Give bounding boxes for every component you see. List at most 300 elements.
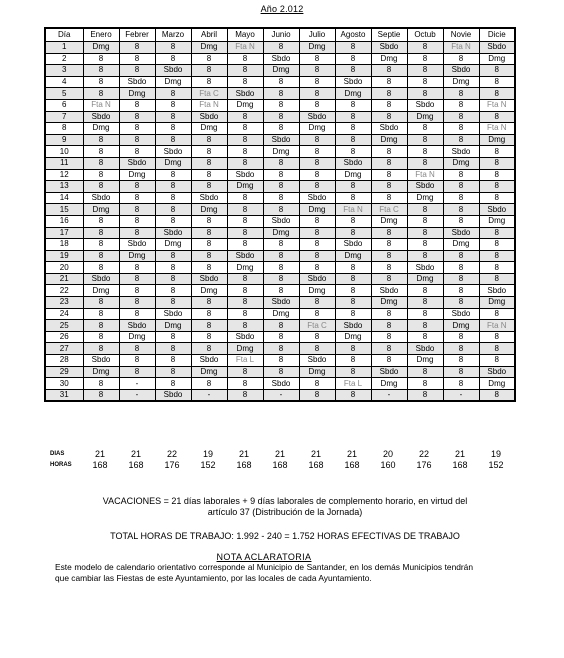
day-cell: 8 bbox=[299, 331, 335, 343]
day-cell: 8 bbox=[443, 285, 479, 297]
day-cell: 8 bbox=[227, 320, 263, 332]
day-cell: 8 bbox=[479, 239, 515, 251]
day-number: 16 bbox=[45, 215, 83, 227]
day-cell: 8 bbox=[155, 192, 191, 204]
day-cell: 8 bbox=[191, 331, 227, 343]
day-cell: Dmg bbox=[335, 250, 371, 262]
day-cell: 8 bbox=[119, 227, 155, 239]
day-cell: 8 bbox=[443, 378, 479, 390]
day-cell: 8 bbox=[155, 297, 191, 309]
calendar-table bbox=[44, 27, 516, 402]
day-cell: 8 bbox=[227, 285, 263, 297]
table-row bbox=[45, 76, 515, 88]
day-number: 10 bbox=[45, 146, 83, 158]
day-cell: 8 bbox=[371, 355, 407, 367]
day-cell: 8 bbox=[119, 134, 155, 146]
day-cell: - bbox=[371, 389, 407, 401]
day-cell: Dmg bbox=[119, 88, 155, 100]
day-cell: Sbdo bbox=[227, 88, 263, 100]
horas-value: 168 bbox=[92, 460, 108, 470]
day-number: 21 bbox=[45, 273, 83, 285]
dias-value: 21 bbox=[310, 449, 321, 459]
day-cell: 8 bbox=[83, 227, 119, 239]
table-row bbox=[45, 331, 515, 343]
day-cell: 8 bbox=[299, 378, 335, 390]
day-cell: 8 bbox=[191, 53, 227, 65]
day-cell: 8 bbox=[227, 366, 263, 378]
header-month: Abril bbox=[191, 28, 227, 42]
table-row bbox=[45, 389, 515, 401]
day-cell: 8 bbox=[263, 355, 299, 367]
day-cell: Dmg bbox=[227, 343, 263, 355]
day-cell: Dmg bbox=[227, 181, 263, 193]
day-cell: Dmg bbox=[443, 239, 479, 251]
day-cell: 8 bbox=[335, 123, 371, 135]
day-cell: Sbdo bbox=[191, 273, 227, 285]
day-cell: Sbdo bbox=[443, 146, 479, 158]
day-cell: 8 bbox=[227, 204, 263, 216]
day-cell: Dmg bbox=[443, 320, 479, 332]
day-cell: 8 bbox=[119, 146, 155, 158]
day-cell: Sbdo bbox=[407, 343, 443, 355]
day-cell: 8 bbox=[299, 262, 335, 274]
table-row bbox=[45, 134, 515, 146]
header-month: Febrer bbox=[119, 28, 155, 42]
day-cell: Sbdo bbox=[227, 331, 263, 343]
horas-label: HORAS bbox=[50, 462, 72, 468]
dias-value: 21 bbox=[454, 449, 465, 459]
day-cell: 8 bbox=[119, 53, 155, 65]
day-cell: 8 bbox=[407, 250, 443, 262]
day-cell: 8 bbox=[263, 99, 299, 111]
day-cell: 8 bbox=[119, 123, 155, 135]
day-cell: 8 bbox=[371, 169, 407, 181]
day-cell: Dmg bbox=[83, 204, 119, 216]
day-cell: Fta N bbox=[335, 204, 371, 216]
day-cell: 8 bbox=[227, 308, 263, 320]
header-month: Dicie bbox=[479, 28, 515, 42]
day-cell: Dmg bbox=[155, 76, 191, 88]
day-cell: Dmg bbox=[371, 215, 407, 227]
day-cell: 8 bbox=[155, 343, 191, 355]
day-cell: 8 bbox=[263, 42, 299, 54]
day-cell: Dmg bbox=[335, 169, 371, 181]
table-row bbox=[45, 88, 515, 100]
day-cell: 8 bbox=[479, 389, 515, 401]
horas-row bbox=[44, 460, 514, 471]
day-cell: 8 bbox=[155, 111, 191, 123]
day-cell: 8 bbox=[371, 99, 407, 111]
day-cell: Sbdo bbox=[479, 42, 515, 54]
day-cell: Sbdo bbox=[83, 273, 119, 285]
day-cell: 8 bbox=[443, 366, 479, 378]
day-cell: 8 bbox=[299, 53, 335, 65]
day-cell: 8 bbox=[263, 111, 299, 123]
table-row bbox=[45, 262, 515, 274]
day-cell: Sbdo bbox=[443, 65, 479, 77]
day-cell: 8 bbox=[263, 88, 299, 100]
day-cell: 8 bbox=[227, 378, 263, 390]
table-row bbox=[45, 181, 515, 193]
day-cell: Sbdo bbox=[263, 134, 299, 146]
table-row bbox=[45, 99, 515, 111]
day-cell: Dmg bbox=[191, 204, 227, 216]
day-number: 25 bbox=[45, 320, 83, 332]
day-cell: 8 bbox=[443, 355, 479, 367]
day-cell: Fta C bbox=[299, 320, 335, 332]
day-cell: 8 bbox=[443, 111, 479, 123]
day-number: 28 bbox=[45, 355, 83, 367]
horas-value: 168 bbox=[272, 460, 288, 470]
day-cell: 8 bbox=[371, 157, 407, 169]
day-cell: 8 bbox=[155, 204, 191, 216]
day-cell: 8 bbox=[263, 239, 299, 251]
day-cell: 8 bbox=[371, 181, 407, 193]
day-cell: 8 bbox=[191, 343, 227, 355]
day-cell: Sbdo bbox=[263, 378, 299, 390]
day-cell: 8 bbox=[479, 146, 515, 158]
day-cell: Dmg bbox=[83, 285, 119, 297]
day-cell: 8 bbox=[407, 65, 443, 77]
header-month: Septie bbox=[371, 28, 407, 42]
day-cell: Sbdo bbox=[263, 297, 299, 309]
day-cell: 8 bbox=[299, 99, 335, 111]
day-cell: 8 bbox=[191, 378, 227, 390]
day-cell: 8 bbox=[227, 134, 263, 146]
day-cell: 8 bbox=[119, 215, 155, 227]
table-row bbox=[45, 227, 515, 239]
day-cell: Sbdo bbox=[479, 366, 515, 378]
day-cell: 8 bbox=[119, 65, 155, 77]
horas-value: 152 bbox=[200, 460, 216, 470]
day-cell: 8 bbox=[155, 285, 191, 297]
day-cell: 8 bbox=[299, 181, 335, 193]
totals-table bbox=[44, 449, 514, 471]
day-cell: 8 bbox=[407, 227, 443, 239]
day-cell: 8 bbox=[335, 146, 371, 158]
day-cell: Sbdo bbox=[299, 111, 335, 123]
day-cell: 8 bbox=[227, 273, 263, 285]
table-row bbox=[45, 273, 515, 285]
day-cell: 8 bbox=[299, 389, 335, 401]
day-cell: Dmg bbox=[83, 42, 119, 54]
table-row bbox=[45, 215, 515, 227]
day-cell: Fta L bbox=[335, 378, 371, 390]
day-cell: 8 bbox=[191, 157, 227, 169]
dias-value: 19 bbox=[202, 449, 213, 459]
horas-value: 152 bbox=[488, 460, 504, 470]
day-cell: Fta C bbox=[191, 88, 227, 100]
table-row bbox=[45, 157, 515, 169]
day-cell: Dmg bbox=[119, 169, 155, 181]
day-cell: 8 bbox=[443, 215, 479, 227]
day-cell: 8 bbox=[443, 53, 479, 65]
day-cell: Dmg bbox=[443, 157, 479, 169]
day-number: 18 bbox=[45, 239, 83, 251]
day-cell: 8 bbox=[443, 262, 479, 274]
dias-value: 22 bbox=[166, 449, 177, 459]
day-cell: Sbdo bbox=[263, 53, 299, 65]
dias-value: 19 bbox=[490, 449, 501, 459]
day-cell: 8 bbox=[191, 146, 227, 158]
day-cell: 8 bbox=[119, 42, 155, 54]
day-cell: Dmg bbox=[263, 146, 299, 158]
day-cell: 8 bbox=[335, 366, 371, 378]
day-cell: Dmg bbox=[407, 355, 443, 367]
day-cell: Dmg bbox=[479, 297, 515, 309]
day-cell: - bbox=[263, 389, 299, 401]
day-cell: 8 bbox=[479, 355, 515, 367]
day-cell: 8 bbox=[263, 123, 299, 135]
day-cell: 8 bbox=[407, 378, 443, 390]
day-cell: 8 bbox=[371, 250, 407, 262]
day-cell: 8 bbox=[263, 157, 299, 169]
day-cell: Sbdo bbox=[335, 320, 371, 332]
day-cell: 8 bbox=[335, 53, 371, 65]
day-number: 15 bbox=[45, 204, 83, 216]
day-cell: 8 bbox=[155, 262, 191, 274]
day-cell: Dmg bbox=[191, 366, 227, 378]
header-month: Octub bbox=[407, 28, 443, 42]
day-cell: 8 bbox=[119, 262, 155, 274]
day-cell: Sbdo bbox=[155, 146, 191, 158]
day-cell: Dmg bbox=[371, 53, 407, 65]
dias-value: 21 bbox=[238, 449, 249, 459]
day-cell: 8 bbox=[299, 134, 335, 146]
day-number: 5 bbox=[45, 88, 83, 100]
day-cell: Dmg bbox=[479, 53, 515, 65]
day-number: 26 bbox=[45, 331, 83, 343]
day-cell: 8 bbox=[443, 273, 479, 285]
day-cell: Sbdo bbox=[227, 169, 263, 181]
table-row bbox=[45, 320, 515, 332]
day-cell: 8 bbox=[407, 53, 443, 65]
day-cell: 8 bbox=[479, 65, 515, 77]
day-cell: Sbdo bbox=[407, 99, 443, 111]
table-row bbox=[45, 366, 515, 378]
day-cell: Sbdo bbox=[155, 65, 191, 77]
table-row bbox=[45, 146, 515, 158]
day-cell: Sbdo bbox=[155, 308, 191, 320]
table-row bbox=[45, 297, 515, 309]
note-body: Este modelo de calendario orientativo corresponde al Municipio de Santander, en los demás Municipios tendrán que cambiar las Fiestas de este Ayuntamiento, por las locales de cada Ayuntamiento. bbox=[55, 562, 473, 583]
note-title: NOTA ACLARATORIA bbox=[216, 552, 312, 562]
day-cell: 8 bbox=[335, 297, 371, 309]
day-cell: 8 bbox=[227, 192, 263, 204]
day-cell: 8 bbox=[263, 273, 299, 285]
day-cell: Sbdo bbox=[119, 320, 155, 332]
day-cell: Dmg bbox=[299, 42, 335, 54]
day-cell: Sbdo bbox=[299, 273, 335, 285]
day-number: 4 bbox=[45, 76, 83, 88]
day-cell: Sbdo bbox=[371, 123, 407, 135]
day-cell: 8 bbox=[443, 134, 479, 146]
day-number: 8 bbox=[45, 123, 83, 135]
day-number: 13 bbox=[45, 181, 83, 193]
day-cell: 8 bbox=[227, 215, 263, 227]
day-number: 3 bbox=[45, 65, 83, 77]
day-cell: 8 bbox=[479, 88, 515, 100]
day-cell: 8 bbox=[83, 88, 119, 100]
day-cell: Dmg bbox=[227, 262, 263, 274]
day-cell: 8 bbox=[263, 169, 299, 181]
day-cell: 8 bbox=[479, 181, 515, 193]
dias-row bbox=[44, 449, 514, 460]
day-cell: Dmg bbox=[371, 378, 407, 390]
day-cell: 8 bbox=[155, 355, 191, 367]
day-cell: 8 bbox=[191, 297, 227, 309]
header-month: Marzo bbox=[155, 28, 191, 42]
day-cell: 8 bbox=[335, 181, 371, 193]
day-cell: 8 bbox=[83, 308, 119, 320]
day-cell: Sbdo bbox=[155, 227, 191, 239]
day-cell: 8 bbox=[371, 65, 407, 77]
day-cell: 8 bbox=[335, 192, 371, 204]
horas-value: 168 bbox=[452, 460, 468, 470]
header-month: Junio bbox=[263, 28, 299, 42]
day-cell: 8 bbox=[371, 88, 407, 100]
day-cell: Dmg bbox=[263, 308, 299, 320]
day-cell: - bbox=[119, 389, 155, 401]
day-number: 7 bbox=[45, 111, 83, 123]
page-title: Año 2.012 bbox=[260, 4, 304, 14]
day-cell: 8 bbox=[83, 320, 119, 332]
day-cell: 8 bbox=[335, 308, 371, 320]
day-cell: Sbdo bbox=[335, 76, 371, 88]
day-cell: Fta N bbox=[479, 123, 515, 135]
table-row bbox=[45, 192, 515, 204]
day-cell: Sbdo bbox=[371, 366, 407, 378]
day-cell: - bbox=[119, 378, 155, 390]
day-cell: Fta N bbox=[191, 99, 227, 111]
day-cell: Sbdo bbox=[83, 192, 119, 204]
day-cell: 8 bbox=[407, 215, 443, 227]
day-number: 23 bbox=[45, 297, 83, 309]
day-cell: 8 bbox=[155, 366, 191, 378]
dias-value: 22 bbox=[418, 449, 429, 459]
day-cell: 8 bbox=[155, 123, 191, 135]
header-row bbox=[45, 28, 515, 42]
day-cell: Sbdo bbox=[83, 355, 119, 367]
table-row bbox=[45, 169, 515, 181]
day-cell: Dmg bbox=[155, 320, 191, 332]
day-cell: Dmg bbox=[191, 285, 227, 297]
day-cell: Dmg bbox=[479, 134, 515, 146]
day-cell: 8 bbox=[371, 331, 407, 343]
day-cell: 8 bbox=[191, 181, 227, 193]
table-row bbox=[45, 355, 515, 367]
day-cell: 8 bbox=[371, 111, 407, 123]
horas-value: 176 bbox=[164, 460, 180, 470]
day-cell: 8 bbox=[263, 76, 299, 88]
day-cell: 8 bbox=[443, 192, 479, 204]
day-cell: Dmg bbox=[407, 111, 443, 123]
dias-value: 21 bbox=[94, 449, 105, 459]
day-cell: Dmg bbox=[371, 134, 407, 146]
day-cell: Dmg bbox=[335, 331, 371, 343]
day-cell: 8 bbox=[479, 331, 515, 343]
table-row bbox=[45, 204, 515, 216]
day-cell: 8 bbox=[119, 99, 155, 111]
day-cell: 8 bbox=[263, 250, 299, 262]
day-cell: 8 bbox=[155, 99, 191, 111]
dias-value: 21 bbox=[346, 449, 357, 459]
horas-value: 160 bbox=[380, 460, 396, 470]
day-cell: 8 bbox=[227, 76, 263, 88]
day-cell: 8 bbox=[263, 343, 299, 355]
day-cell: 8 bbox=[479, 227, 515, 239]
day-cell: 8 bbox=[227, 297, 263, 309]
day-cell: 8 bbox=[119, 192, 155, 204]
day-cell: 8 bbox=[335, 111, 371, 123]
day-cell: 8 bbox=[227, 123, 263, 135]
day-cell: 8 bbox=[299, 308, 335, 320]
day-cell: Fta L bbox=[227, 355, 263, 367]
day-cell: 8 bbox=[443, 169, 479, 181]
day-cell: 8 bbox=[191, 308, 227, 320]
header-month: Julio bbox=[299, 28, 335, 42]
day-cell: Dmg bbox=[227, 99, 263, 111]
table-row bbox=[45, 378, 515, 390]
day-number: 20 bbox=[45, 262, 83, 274]
day-cell: 8 bbox=[299, 76, 335, 88]
day-cell: 8 bbox=[191, 215, 227, 227]
day-cell: 8 bbox=[407, 204, 443, 216]
day-cell: 8 bbox=[335, 285, 371, 297]
day-cell: 8 bbox=[335, 134, 371, 146]
day-cell: Sbdo bbox=[119, 239, 155, 251]
day-cell: 8 bbox=[155, 134, 191, 146]
day-cell: Sbdo bbox=[299, 355, 335, 367]
day-cell: 8 bbox=[227, 146, 263, 158]
day-cell: 8 bbox=[407, 320, 443, 332]
day-cell: 8 bbox=[263, 204, 299, 216]
day-cell: 8 bbox=[191, 227, 227, 239]
day-cell: Dmg bbox=[479, 215, 515, 227]
day-cell: 8 bbox=[299, 250, 335, 262]
dias-value: 21 bbox=[130, 449, 141, 459]
table-row bbox=[45, 343, 515, 355]
day-cell: 8 bbox=[227, 111, 263, 123]
day-cell: - bbox=[443, 389, 479, 401]
day-cell: 8 bbox=[371, 273, 407, 285]
day-cell: Dmg bbox=[479, 378, 515, 390]
day-cell: 8 bbox=[407, 134, 443, 146]
day-cell: 8 bbox=[83, 215, 119, 227]
day-cell: 8 bbox=[479, 169, 515, 181]
day-cell: 8 bbox=[83, 76, 119, 88]
day-cell: 8 bbox=[479, 76, 515, 88]
day-cell: 8 bbox=[191, 262, 227, 274]
day-cell: - bbox=[191, 389, 227, 401]
day-cell: 8 bbox=[407, 297, 443, 309]
day-cell: 8 bbox=[443, 204, 479, 216]
day-cell: Dmg bbox=[83, 366, 119, 378]
day-cell: 8 bbox=[227, 53, 263, 65]
day-cell: Dmg bbox=[191, 42, 227, 54]
day-cell: 8 bbox=[335, 355, 371, 367]
day-cell: Dmg bbox=[371, 297, 407, 309]
day-cell: 8 bbox=[479, 192, 515, 204]
day-cell: 8 bbox=[155, 88, 191, 100]
day-cell: 8 bbox=[299, 88, 335, 100]
day-cell: 8 bbox=[83, 65, 119, 77]
day-cell: 8 bbox=[371, 343, 407, 355]
day-cell: 8 bbox=[119, 111, 155, 123]
day-cell: 8 bbox=[479, 157, 515, 169]
day-cell: 8 bbox=[407, 331, 443, 343]
day-cell: 8 bbox=[191, 134, 227, 146]
